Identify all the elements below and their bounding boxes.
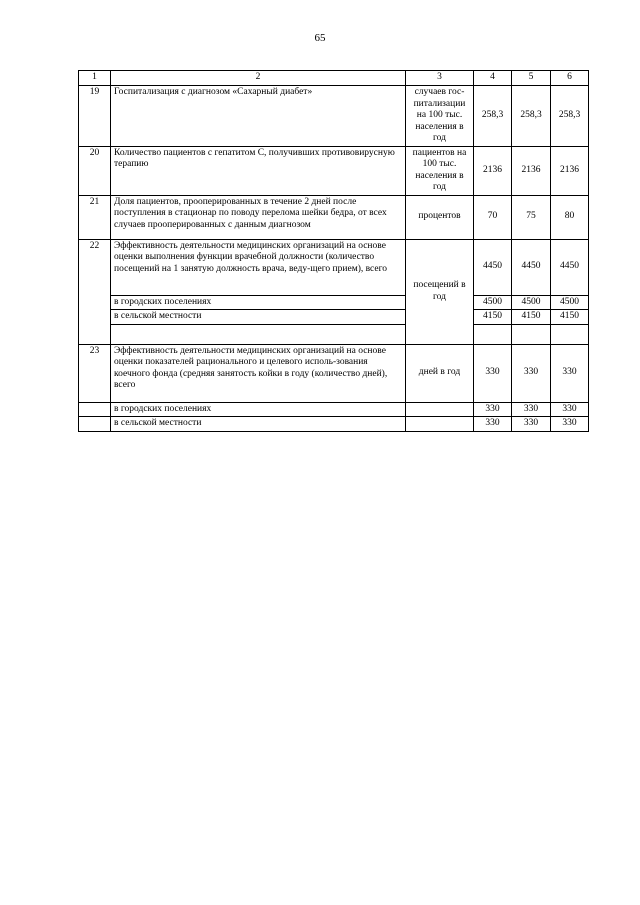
indicator-unit: случаев гос-питализации на 100 тыс. населения в год: [406, 86, 474, 147]
column-header-4: 4: [474, 71, 512, 86]
value-col4: 330: [474, 417, 512, 432]
value-col5: 75: [512, 195, 551, 239]
value-col4: 330: [474, 344, 512, 402]
value-col4: 258,3: [474, 86, 512, 147]
page-number: 65: [314, 32, 326, 44]
value-col6: 330: [551, 344, 589, 402]
value-col6: 2136: [551, 146, 589, 195]
value-col4: 4150: [474, 310, 512, 325]
value-col5: 330: [512, 344, 551, 402]
value-col6: 80: [551, 195, 589, 239]
value-col4: 4450: [474, 239, 512, 295]
column-header-3: 3: [406, 71, 474, 86]
table-row: [79, 146, 589, 195]
value-col4: 330: [474, 402, 512, 417]
table-spacer-row: [79, 324, 589, 344]
row-number: 23: [79, 344, 111, 402]
row-number: 22: [79, 239, 111, 344]
empty-cell: [79, 402, 111, 417]
value-col5: 258,3: [512, 86, 551, 147]
indicator-unit: посещений в год: [406, 239, 474, 344]
value-col5: 4500: [512, 295, 551, 310]
empty-cell: [406, 402, 474, 417]
spacer-cell: [512, 324, 551, 344]
indicator-name: Эффективность деятельности медицинских организаций на основе оценки показателей рационального и целевого исполь-зования коечного фонда (средняя занятость койки в году (количество дней), всего: [111, 344, 406, 402]
row-number: 21: [79, 195, 111, 239]
table-subrow: [79, 417, 589, 432]
column-header-1: 1: [79, 71, 111, 86]
value-col6: 330: [551, 417, 589, 432]
column-header-6: 6: [551, 71, 589, 86]
column-header-5: 5: [512, 71, 551, 86]
value-col5: 330: [512, 417, 551, 432]
empty-cell: [79, 417, 111, 432]
indicator-unit: пациентов на 100 тыс. населения в год: [406, 146, 474, 195]
value-col4: 4500: [474, 295, 512, 310]
table-subrow: [79, 402, 589, 417]
indicator-name: Эффективность деятельности медицинских организаций на основе оценки выполнения функции врачебной должности (количество посещений на 1 занятую должность врача, веду-щего прием), всего: [111, 239, 406, 295]
value-col4: 2136: [474, 146, 512, 195]
table-row: [79, 86, 589, 147]
column-header-2: 2: [111, 71, 406, 86]
table-row: [79, 344, 589, 402]
spacer-cell: [474, 324, 512, 344]
row-number: 19: [79, 86, 111, 147]
row-number: 20: [79, 146, 111, 195]
value-col5: 330: [512, 402, 551, 417]
value-col4: 70: [474, 195, 512, 239]
table-header-row: [79, 71, 589, 86]
value-col6: 330: [551, 402, 589, 417]
table-row: [79, 239, 589, 295]
value-col6: 4150: [551, 310, 589, 325]
empty-cell: [406, 417, 474, 432]
table-subrow: [79, 310, 589, 325]
indicator-unit: процентов: [406, 195, 474, 239]
value-col5: 4450: [512, 239, 551, 295]
spacer-cell: [111, 324, 406, 344]
subrow-name: в сельской местности: [111, 310, 406, 325]
value-col5: 4150: [512, 310, 551, 325]
value-col6: 4500: [551, 295, 589, 310]
subrow-name: в городских поселениях: [111, 295, 406, 310]
indicators-table: [78, 70, 589, 432]
value-col6: 4450: [551, 239, 589, 295]
indicator-name: Доля пациентов, прооперированных в течение 2 дней после поступления в стационар по поводу перелома шейки бедра, от всех случаев прооперированных с данным диагнозом: [111, 195, 406, 239]
spacer-cell: [551, 324, 589, 344]
indicator-unit: дней в год: [406, 344, 474, 402]
indicator-name: Количество пациентов с гепатитом С, получивших противовирусную терапию: [111, 146, 406, 195]
indicator-name: Госпитализация с диагнозом «Сахарный диабет»: [111, 86, 406, 147]
table-row: [79, 195, 589, 239]
value-col6: 258,3: [551, 86, 589, 147]
subrow-name: в городских поселениях: [111, 402, 406, 417]
table-subrow: [79, 295, 589, 310]
value-col5: 2136: [512, 146, 551, 195]
subrow-name: в сельской местности: [111, 417, 406, 432]
